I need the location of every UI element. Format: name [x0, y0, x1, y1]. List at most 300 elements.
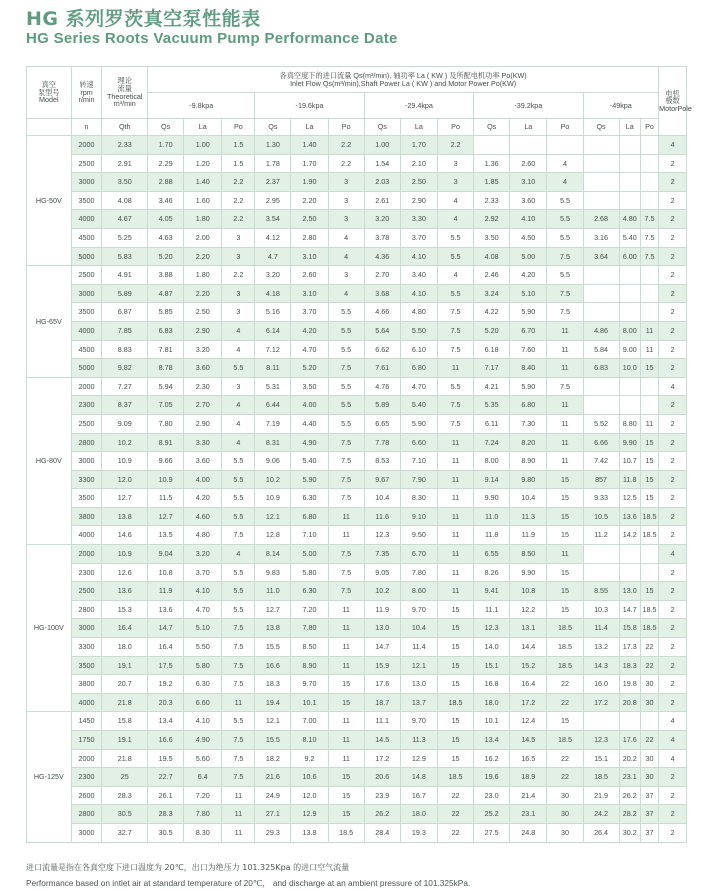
data-cell: 7.5 [222, 675, 255, 694]
data-cell: 8.90 [291, 656, 328, 675]
data-cell: 5.85 [148, 303, 184, 322]
data-cell: 1.70 [148, 136, 184, 155]
data-cell: 3800 [71, 675, 102, 694]
data-cell: 11 [438, 563, 474, 582]
data-cell [583, 396, 619, 415]
data-cell: 15.1 [583, 749, 619, 768]
table-row [27, 675, 687, 694]
data-cell: 3.70 [184, 563, 222, 582]
data-cell: 5.89 [102, 284, 148, 303]
data-cell: 7.5 [328, 563, 364, 582]
data-cell: 5.00 [291, 545, 328, 564]
data-cell: 2.61 [364, 191, 400, 210]
data-cell: 30 [640, 749, 658, 768]
data-cell: 7.81 [148, 340, 184, 359]
data-cell: 3 [222, 284, 255, 303]
data-cell: 3.20 [364, 210, 400, 229]
data-cell: 1.20 [184, 154, 222, 173]
table-row [27, 154, 687, 173]
data-cell [619, 266, 640, 285]
data-cell: 11 [222, 805, 255, 824]
data-cell: 28.2 [619, 805, 640, 824]
data-cell: 7.80 [184, 805, 222, 824]
data-cell: 3 [222, 303, 255, 322]
data-cell: 11 [438, 507, 474, 526]
data-cell: 7.5 [547, 284, 583, 303]
data-cell: 8.91 [148, 433, 184, 452]
data-cell [619, 284, 640, 303]
data-cell: 15.9 [364, 656, 400, 675]
data-cell: 3.64 [583, 247, 619, 266]
data-cell: 4.86 [583, 321, 619, 340]
data-cell: 8.60 [400, 582, 437, 601]
data-cell: 13.6 [148, 600, 184, 619]
data-cell [640, 377, 658, 396]
data-cell: 3.70 [400, 228, 437, 247]
data-cell: 10.4 [364, 489, 400, 508]
data-cell: 4.00 [291, 396, 328, 415]
data-cell: 3 [328, 173, 364, 192]
data-cell [640, 191, 658, 210]
data-cell: 11.1 [364, 712, 400, 731]
data-cell: 9.05 [364, 563, 400, 582]
data-cell: 2.29 [148, 154, 184, 173]
performance-table-wrapper [26, 66, 692, 843]
data-cell: 18.0 [474, 693, 510, 712]
data-cell: 15 [438, 619, 474, 638]
data-cell: 9.90 [510, 563, 547, 582]
data-cell: 5.5 [222, 712, 255, 731]
data-cell: 2.10 [400, 154, 437, 173]
data-cell: 5.00 [510, 247, 547, 266]
data-cell: 17.3 [619, 638, 640, 657]
data-cell: 9.70 [400, 600, 437, 619]
data-cell: 11 [640, 321, 658, 340]
data-cell: 6.10 [400, 340, 437, 359]
data-cell: 11 [640, 340, 658, 359]
subheader-cell: Qth [102, 119, 148, 136]
data-cell: 27.5 [474, 823, 510, 842]
data-cell: 11.8 [619, 470, 640, 489]
data-cell: 4.20 [184, 489, 222, 508]
data-cell: 7.5 [640, 210, 658, 229]
table-row [27, 359, 687, 378]
table-row [27, 600, 687, 619]
data-cell: 14.8 [400, 768, 437, 787]
data-cell: 9.10 [400, 507, 437, 526]
data-cell: 5.90 [510, 377, 547, 396]
data-cell: 5000 [71, 247, 102, 266]
data-cell: 15 [640, 470, 658, 489]
data-cell: 37 [640, 786, 658, 805]
data-cell: 3000 [71, 284, 102, 303]
data-cell: 6.80 [291, 507, 328, 526]
data-cell: 5.90 [400, 414, 437, 433]
data-cell: 4.70 [184, 600, 222, 619]
data-cell [619, 154, 640, 173]
data-cell: 15 [438, 600, 474, 619]
data-cell: 2.92 [474, 210, 510, 229]
data-cell: 4.91 [102, 266, 148, 285]
data-cell: 2.46 [474, 266, 510, 285]
data-cell: 26.2 [364, 805, 400, 824]
data-cell: 6.66 [583, 433, 619, 452]
data-cell: 12.4 [510, 712, 547, 731]
data-cell: 11 [328, 526, 364, 545]
header-pressure: -9.8kpa [148, 93, 255, 119]
data-cell: 24.9 [255, 786, 291, 805]
table-row [27, 638, 687, 657]
data-cell: 10.8 [148, 563, 184, 582]
data-cell: 30 [547, 823, 583, 842]
data-cell: 4.10 [400, 247, 437, 266]
data-cell: 2.2 [222, 173, 255, 192]
data-cell: 7.5 [438, 321, 474, 340]
table-row [27, 749, 687, 768]
data-cell: 7.5 [547, 303, 583, 322]
data-cell: 3.20 [184, 545, 222, 564]
data-cell: 20.3 [148, 693, 184, 712]
data-cell: 10.2 [102, 433, 148, 452]
data-cell: 19.6 [474, 768, 510, 787]
data-cell: 11.9 [510, 526, 547, 545]
data-cell: 1.5 [222, 136, 255, 155]
header-speed: 转速 rpm r/min [71, 67, 102, 119]
data-cell: 11 [328, 731, 364, 750]
data-cell: 7.10 [400, 452, 437, 471]
data-cell: 4000 [71, 321, 102, 340]
data-cell [474, 136, 510, 155]
data-cell: 2500 [71, 266, 102, 285]
data-cell: 8.50 [510, 545, 547, 564]
data-cell: 11.4 [583, 619, 619, 638]
data-cell: 37 [640, 805, 658, 824]
data-cell: 4.70 [291, 340, 328, 359]
data-cell: 11.5 [148, 489, 184, 508]
data-cell: 3.50 [102, 173, 148, 192]
data-cell [583, 154, 619, 173]
data-cell: 2.70 [364, 266, 400, 285]
table-row [27, 340, 687, 359]
table-row [27, 284, 687, 303]
data-cell: 5.5 [438, 284, 474, 303]
data-cell: 4.80 [400, 303, 437, 322]
data-cell: 25.2 [474, 805, 510, 824]
data-cell: 8.90 [510, 452, 547, 471]
table-row [27, 582, 687, 601]
table-row [27, 545, 687, 564]
data-cell: 5.20 [474, 321, 510, 340]
data-cell: 8.14 [255, 545, 291, 564]
data-cell: 12.9 [291, 805, 328, 824]
data-cell: 2 [659, 507, 687, 526]
data-cell: 23.9 [364, 786, 400, 805]
table-row [27, 470, 687, 489]
data-cell: 7.5 [547, 247, 583, 266]
data-cell: 15 [640, 489, 658, 508]
data-cell: 2500 [71, 582, 102, 601]
data-cell: 2500 [71, 414, 102, 433]
header-theoretical-flow: 理论 流量 Theoretical m³/min [102, 67, 148, 119]
subheader-cell: Po [328, 119, 364, 136]
data-cell: 1450 [71, 712, 102, 731]
table-row [27, 805, 687, 824]
data-cell: 10.9 [102, 452, 148, 471]
data-cell: 8.83 [102, 340, 148, 359]
footnote-cn: 进口流量是指在各真空度下进口温度为 20℃，出口为绝压力 101.325Kpa 的进口空气流量 [26, 863, 350, 872]
data-cell: 3000 [71, 619, 102, 638]
data-cell: 857 [583, 470, 619, 489]
data-cell: 3.50 [291, 377, 328, 396]
data-cell: 15 [547, 526, 583, 545]
data-cell: 5.80 [291, 563, 328, 582]
subheader-cell: Po [640, 119, 658, 136]
data-cell: 15 [438, 675, 474, 694]
data-cell: 13.0 [364, 619, 400, 638]
data-cell: 2 [659, 582, 687, 601]
data-cell: 19.2 [148, 675, 184, 694]
data-cell: 16.4 [102, 619, 148, 638]
data-cell: 3 [328, 191, 364, 210]
data-cell: 14.7 [364, 638, 400, 657]
data-cell: 18.5 [438, 693, 474, 712]
data-cell: 2.80 [291, 228, 328, 247]
data-cell: 26.2 [619, 786, 640, 805]
data-cell: 5.50 [184, 638, 222, 657]
data-cell: 4.18 [255, 284, 291, 303]
data-cell: 2.91 [102, 154, 148, 173]
data-cell: 19.1 [102, 656, 148, 675]
data-cell: 4.20 [510, 266, 547, 285]
data-cell: 7.10 [291, 526, 328, 545]
data-cell: 7.78 [364, 433, 400, 452]
data-cell: 2 [659, 359, 687, 378]
data-cell: 12.8 [255, 526, 291, 545]
data-cell: 3000 [71, 173, 102, 192]
data-cell: 15 [640, 359, 658, 378]
data-cell: 21.4 [510, 786, 547, 805]
data-cell: 11 [438, 470, 474, 489]
data-cell: 18.5 [438, 768, 474, 787]
data-cell: 17.5 [148, 656, 184, 675]
data-cell: 4.50 [510, 228, 547, 247]
data-cell: 7.5 [328, 489, 364, 508]
data-cell: 8.50 [291, 638, 328, 657]
data-cell: 1.90 [291, 173, 328, 192]
data-cell: 3 [328, 210, 364, 229]
data-cell: 7.19 [255, 414, 291, 433]
data-cell: 13.0 [400, 675, 437, 694]
data-cell: 5.5 [222, 507, 255, 526]
data-cell: 5.60 [184, 749, 222, 768]
data-cell: 11 [328, 749, 364, 768]
data-cell: 6.44 [255, 396, 291, 415]
data-cell: 3500 [71, 191, 102, 210]
table-row [27, 433, 687, 452]
data-cell: 2.70 [184, 396, 222, 415]
data-cell: 5.5 [438, 228, 474, 247]
data-cell: 7.5 [222, 638, 255, 657]
data-cell: 2300 [71, 768, 102, 787]
data-cell: 16.6 [255, 656, 291, 675]
data-cell: 5.89 [364, 396, 400, 415]
data-cell: 4.21 [474, 377, 510, 396]
data-cell: 5.80 [184, 656, 222, 675]
data-cell: 12.7 [102, 489, 148, 508]
data-cell: 10.9 [255, 489, 291, 508]
data-cell: 2.20 [184, 247, 222, 266]
table-row [27, 731, 687, 750]
data-cell: 2600 [71, 786, 102, 805]
data-cell: 17.6 [619, 731, 640, 750]
data-cell: 14.5 [364, 731, 400, 750]
data-cell: 8.37 [102, 396, 148, 415]
data-cell: 3 [222, 247, 255, 266]
data-cell: 2.20 [184, 284, 222, 303]
data-cell: 2.2 [222, 191, 255, 210]
data-cell: 19.8 [619, 675, 640, 694]
data-cell: 5.5 [438, 247, 474, 266]
data-cell: 2 [659, 247, 687, 266]
data-cell: 9.09 [102, 414, 148, 433]
data-cell: 6.62 [364, 340, 400, 359]
data-cell: 21.8 [102, 749, 148, 768]
data-cell [583, 545, 619, 564]
data-cell: 18.5 [640, 507, 658, 526]
data-cell: 4.60 [184, 507, 222, 526]
data-cell: 3.60 [184, 359, 222, 378]
data-cell [619, 563, 640, 582]
data-cell: 2 [659, 321, 687, 340]
data-cell: 15 [547, 489, 583, 508]
data-cell: 11.9 [364, 600, 400, 619]
data-cell: 18.5 [640, 526, 658, 545]
data-cell: 11.4 [400, 638, 437, 657]
data-cell: 26.4 [583, 823, 619, 842]
data-cell: 15.8 [102, 712, 148, 731]
data-cell: 2500 [71, 154, 102, 173]
data-cell: 3.40 [400, 266, 437, 285]
data-cell: 4.08 [102, 191, 148, 210]
data-cell: 4.80 [184, 526, 222, 545]
data-cell: 9.83 [255, 563, 291, 582]
data-cell: 7.5 [328, 359, 364, 378]
data-cell: 11.0 [255, 582, 291, 601]
data-cell: 5.5 [547, 266, 583, 285]
data-cell: 4.12 [255, 228, 291, 247]
header-pressure: -29.4kpa [364, 93, 473, 119]
data-cell: 1.36 [474, 154, 510, 173]
data-cell: 5.10 [510, 284, 547, 303]
data-cell: 20.8 [619, 693, 640, 712]
data-cell: 18.5 [547, 619, 583, 638]
data-cell: 2 [659, 526, 687, 545]
data-cell: 1.5 [222, 154, 255, 173]
data-cell: 5.35 [474, 396, 510, 415]
data-cell: 2 [659, 470, 687, 489]
data-cell: 12.7 [148, 507, 184, 526]
data-cell: 28.4 [364, 823, 400, 842]
data-cell: 19.1 [102, 731, 148, 750]
data-cell: 2.68 [583, 210, 619, 229]
data-cell: 4 [438, 210, 474, 229]
data-cell: 4 [659, 749, 687, 768]
data-cell: 8.31 [255, 433, 291, 452]
data-cell: 15 [547, 582, 583, 601]
data-cell: 28.3 [148, 805, 184, 824]
data-cell: 7.5 [222, 619, 255, 638]
data-cell: 24.2 [583, 805, 619, 824]
data-cell: 6.55 [474, 545, 510, 564]
table-row [27, 656, 687, 675]
data-cell: 4000 [71, 210, 102, 229]
data-cell [583, 303, 619, 322]
data-cell: 11 [222, 823, 255, 842]
data-cell: 6.60 [400, 433, 437, 452]
data-cell: 30 [640, 675, 658, 694]
data-cell: 8.11 [255, 359, 291, 378]
data-cell: 10.2 [364, 582, 400, 601]
data-cell: 6.65 [364, 414, 400, 433]
data-cell: 4 [547, 154, 583, 173]
data-cell: 9.67 [364, 470, 400, 489]
data-cell: 4.70 [400, 377, 437, 396]
data-cell: 4.90 [184, 731, 222, 750]
data-cell: 3 [328, 266, 364, 285]
data-cell: 3.30 [400, 210, 437, 229]
data-cell: 4 [659, 545, 687, 564]
data-cell: 3.24 [474, 284, 510, 303]
data-cell: 6.70 [510, 321, 547, 340]
data-cell: 11.2 [583, 526, 619, 545]
subheader-cell: Qs [364, 119, 400, 136]
data-cell: 3 [222, 228, 255, 247]
data-cell: 15 [328, 786, 364, 805]
data-cell: 4 [328, 247, 364, 266]
data-cell: 15 [438, 712, 474, 731]
table-row [27, 396, 687, 415]
data-cell: 2 [659, 303, 687, 322]
data-cell [640, 563, 658, 582]
data-cell: 15 [328, 675, 364, 694]
table-row [27, 377, 687, 396]
data-cell: 5.5 [222, 563, 255, 582]
data-cell: 11 [328, 638, 364, 657]
data-cell: 2.90 [184, 321, 222, 340]
data-cell: 4 [328, 228, 364, 247]
data-cell: 3.88 [148, 266, 184, 285]
data-cell: 25 [102, 768, 148, 787]
data-cell: 22 [547, 768, 583, 787]
data-cell: 4.10 [510, 210, 547, 229]
data-cell: 16.7 [400, 786, 437, 805]
data-cell: 8.10 [291, 731, 328, 750]
data-cell: 5.5 [328, 340, 364, 359]
data-cell: 7.5 [328, 433, 364, 452]
data-cell: 2300 [71, 563, 102, 582]
data-cell: 13.8 [255, 619, 291, 638]
data-cell: 2 [659, 675, 687, 694]
data-cell: 4 [659, 731, 687, 750]
data-cell: 15 [328, 768, 364, 787]
data-cell: 22 [640, 656, 658, 675]
data-cell: 19.3 [400, 823, 437, 842]
data-cell: 3800 [71, 507, 102, 526]
data-cell: 2 [659, 600, 687, 619]
data-cell: 4 [222, 433, 255, 452]
data-cell: 30.5 [102, 805, 148, 824]
data-cell: 8.20 [510, 433, 547, 452]
